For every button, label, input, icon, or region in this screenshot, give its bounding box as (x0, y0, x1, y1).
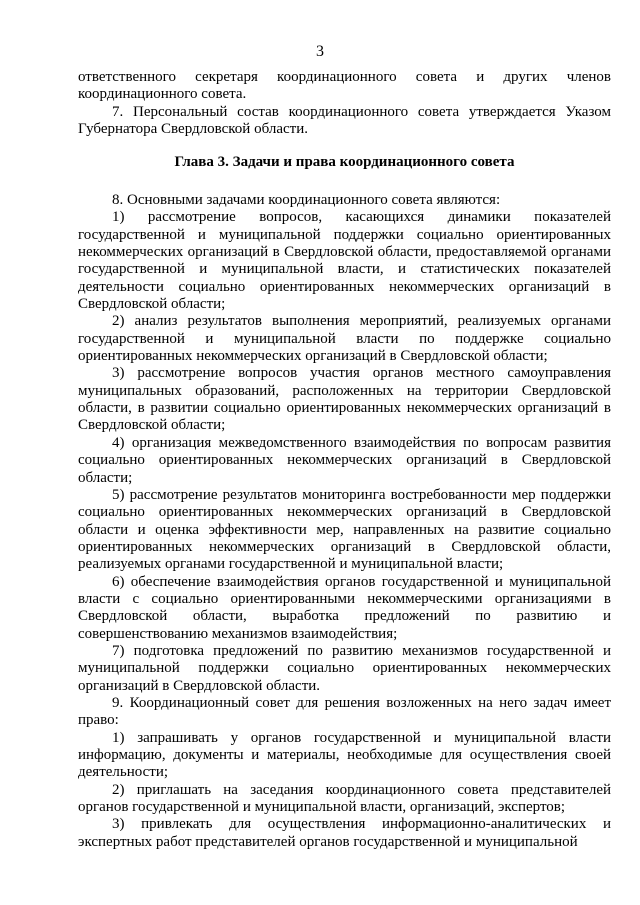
section-8-item-4: 4) организация межведомственного взаимодействия по вопросам развития социально ориентированных некоммерческих организаций в Свердловской области; (78, 434, 611, 486)
section-8-item-7: 7) подготовка предложений по развитию механизмов государственной и муниципальной поддержки социально ориентированных некоммерческих организаций в Свердловской области. (78, 642, 611, 694)
section-8-item-5: 5) рассмотрение результатов мониторинга востребованности мер поддержки социально ориентированных некоммерческих организаций в Свердловской области и оценка эффективности мер, направленных на развитие социально ориентированных некоммерческих организаций в Свердловской области, реализуемых органами государственной и муниципальной власти; (78, 486, 611, 573)
paragraph-7: 7. Персональный состав координационного совета утверждается Указом Губернатора Свердловской области. (78, 103, 611, 138)
chapter-heading-block (78, 154, 611, 171)
body-block (78, 192, 611, 851)
section-9-item-3: 3) привлекать для осуществления информационно-аналитических и экспертных работ представителей органов государственной и муниципальной (78, 816, 611, 850)
section-9-item-2: 2) приглашать на заседания координационного совета представителей органов государственной и муниципальной власти, организаций, экспертов; (78, 781, 611, 816)
section-9-item-1: 1) запрашивать у органов государственной и муниципальной власти информацию, документы и материалы, необходимые для осуществления своей деятельности; (78, 729, 611, 781)
page-number: 3 (316, 43, 324, 60)
section-8-item-1: 1) рассмотрение вопросов, касающихся динамики показателей государственной и муниципальной поддержки социально ориентированных некоммерческих организаций в Свердловской области, предоставляемой органами государственной и муниципальной власти, и статистических показателей деятельности социально ориентированных некоммерческих организаций в Свердловской области; (78, 209, 611, 313)
paragraph-continuation: ответственного секретаря координационного совета и других членов координационного совета. (78, 69, 611, 103)
chapter-heading: Глава 3. Задачи и права координационного совета (174, 154, 515, 170)
section-9-lead: 9. Координационный совет для решения возложенных на него задач имеет право: (78, 694, 611, 729)
intro-block (78, 69, 611, 138)
section-8-item-3: 3) рассмотрение вопросов участия органов местного самоуправления муниципальных образований, расположенных на территории Свердловской области, в развитии социально ориентированных некоммерческих организаций в Свердловской области; (78, 365, 611, 434)
section-8-item-2: 2) анализ результатов выполнения мероприятий, реализуемых органами государственной и муниципальной власти по поддержке социально ориентированных некоммерческих организаций в Свердловской области; (78, 313, 611, 365)
section-8-item-6: 6) обеспечение взаимодействия органов государственной и муниципальной власти с социально ориентированными некоммерческими организациями в Свердловской области, выработка предложений по развитию и совершенствованию механизмов взаимодействия; (78, 573, 611, 642)
section-8-lead: 8. Основными задачами координационного совета являются: (112, 192, 501, 208)
